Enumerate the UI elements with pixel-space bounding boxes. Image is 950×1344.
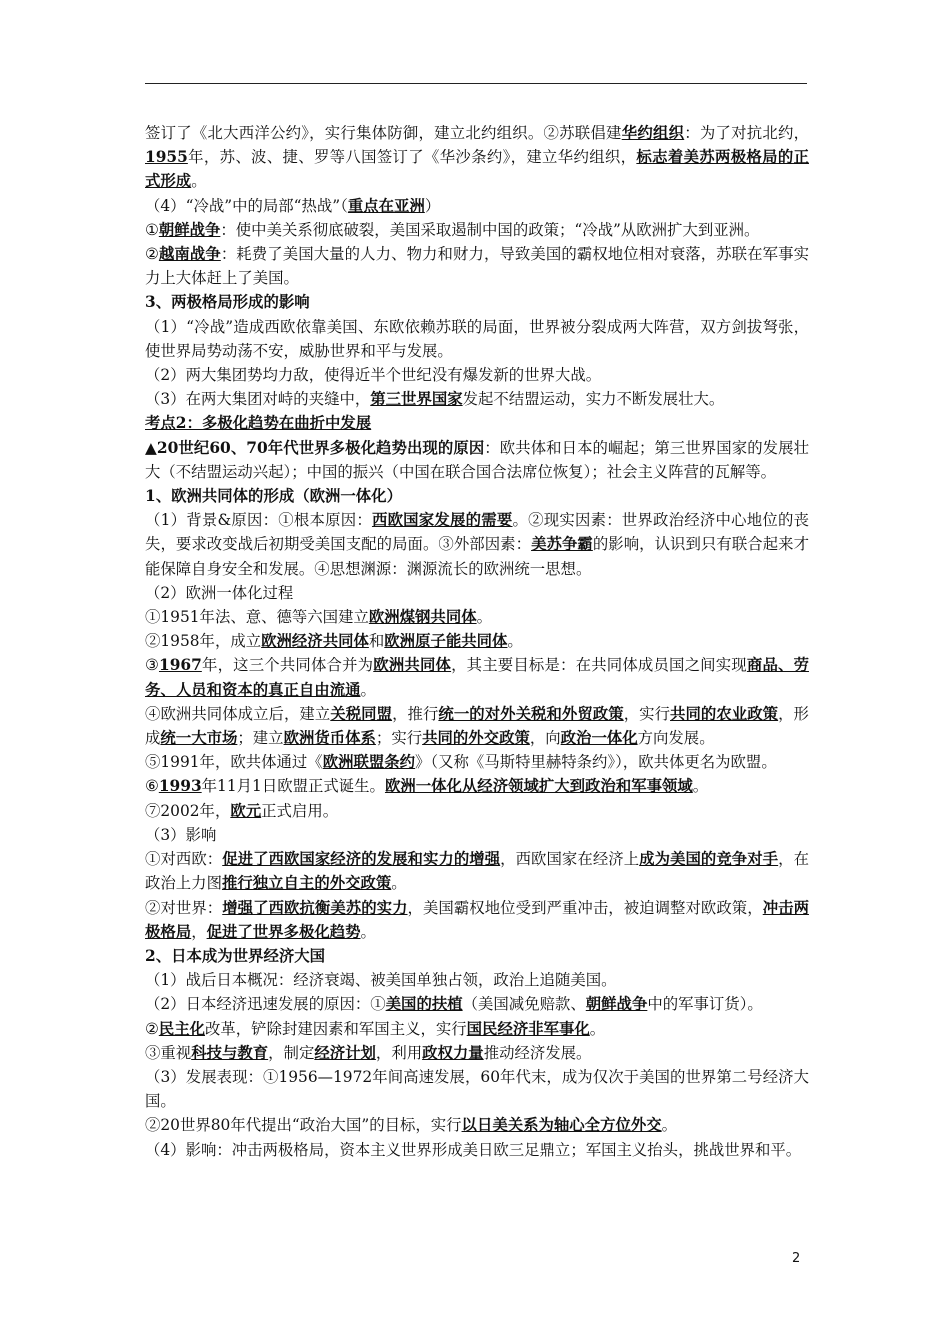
- text-run: 。: [360, 922, 376, 941]
- text-run: （3）在两大集团对峙的夹缝中，: [145, 390, 371, 409]
- key-term: 越南战争: [158, 245, 221, 264]
- paragraph: [145, 896, 809, 944]
- paragraph: [145, 847, 809, 895]
- text-run: （1）“冷战”造成西欧依靠美国、东欧依赖苏联的局面，世界被分裂成两大阵营，双方剑拔弩张，使世界局势动荡不安，威胁世界和平与发展。: [145, 317, 809, 360]
- paragraph: [145, 823, 809, 847]
- text-run: ，: [191, 922, 207, 941]
- text-run: ，制定: [268, 1043, 315, 1062]
- text-run: 。: [360, 680, 376, 699]
- paragraph: [145, 581, 809, 605]
- paragraph: [145, 194, 809, 218]
- text-run: ③: [145, 656, 159, 675]
- text-run: 3、两极格局形成的影响: [145, 293, 310, 312]
- text-run: 方向发展。: [637, 729, 715, 748]
- text-run: ，在政治上力图: [145, 850, 809, 893]
- paragraph: [145, 315, 809, 363]
- text-run: ：使中美关系彻底破裂，美国采取遏制中国的政策；“冷战”从欧洲扩大到亚洲。: [220, 220, 760, 239]
- text-run: 1、欧洲共同体的形成（欧洲一体化）: [145, 487, 402, 506]
- paragraph: [145, 799, 809, 823]
- key-term: 经济计划: [314, 1043, 376, 1062]
- text-run: 推动经济发展。: [483, 1043, 592, 1062]
- text-run: ①对西欧：: [145, 850, 223, 869]
- paragraph: [145, 1113, 809, 1137]
- key-term: 重点在亚洲: [347, 196, 425, 215]
- key-term: 欧洲货币体系: [283, 729, 376, 748]
- text-run: （美国减免赔款、: [462, 995, 586, 1014]
- key-term: 冲击两极格局: [145, 898, 809, 941]
- paragraph: [145, 774, 809, 798]
- document-body: [145, 121, 809, 1162]
- text-run: （4）影响：冲击两极格局，资本主义世界形成美日欧三足鼎立；军国主义抬头，挑战世界和平。: [145, 1140, 802, 1159]
- paragraph: [145, 1041, 809, 1065]
- text-run: ，利用: [375, 1043, 423, 1062]
- text-run: ①: [145, 220, 159, 239]
- key-term: 统一的对外关税和外贸政策: [438, 704, 624, 723]
- text-run: ③重视: [145, 1043, 192, 1062]
- text-run: 。: [191, 172, 207, 191]
- text-run: ；实行: [375, 729, 423, 748]
- text-run: 。: [476, 608, 493, 627]
- paragraph: [145, 508, 809, 581]
- text-run: 和: [368, 632, 385, 651]
- text-run: ，美国霸权地位受到严重冲击，被迫调整对欧政策，: [407, 898, 763, 917]
- text-run: ：为了对抗北约，: [684, 124, 809, 142]
- key-term: 1967: [158, 656, 202, 675]
- key-term: 促进了世界多极化趋势: [206, 922, 361, 941]
- text-run: （2）日本经济迅速发展的原因：①: [145, 995, 386, 1014]
- topic-heading: [145, 411, 809, 435]
- text-run: 2、日本成为世界经济大国: [145, 946, 326, 965]
- text-run: 中的军事订货）。: [647, 995, 763, 1014]
- key-term: 国民经济非军事化: [466, 1019, 590, 1038]
- key-term: 成为美国的竞争对手: [639, 850, 779, 869]
- text-run: ，其主要目标是：在共同体成员国之间实现: [451, 656, 747, 675]
- paragraph: [145, 436, 809, 484]
- section-heading: [145, 944, 809, 968]
- text-run: 年，苏、波、捷、罗等八国签订了《华沙条约》，建立华约组织，: [187, 148, 637, 167]
- text-run: （4）“冷战”中的局部“热战”（: [145, 196, 348, 215]
- text-run: ⑦2002年，: [145, 801, 231, 820]
- text-run: （3）发展表现：①1956—1972年间高速发展，60年代末，成为仅次于美国的世界第二号经济大国。: [145, 1067, 809, 1111]
- text-run: ）: [424, 196, 441, 215]
- key-term: 欧元: [230, 801, 262, 820]
- text-run: （3）影响: [145, 825, 217, 844]
- paragraph: [145, 653, 809, 701]
- text-run: ④欧洲共同体成立后，建立: [145, 704, 331, 723]
- text-run: （1）背景&原因：①根本原因：: [145, 511, 372, 530]
- text-run: （1）战后日本概况：经济衰竭、被美国单独占领，政治上追随美国。: [145, 971, 617, 990]
- text-run: ：欧共体和日本的崛起；第三世界国家的发展壮大（不结盟运动兴起）；中国的振兴（中国在联合国合法席位恢复）；社会主义阵营的瓦解等。: [145, 438, 809, 481]
- paragraph: [145, 992, 809, 1016]
- key-term: 政权力量: [422, 1043, 484, 1062]
- paragraph: [145, 363, 809, 387]
- paragraph: [145, 968, 809, 992]
- text-run: ②对世界：: [145, 898, 223, 917]
- key-term: 欧洲经济共同体: [261, 632, 369, 651]
- text-run: ⑤1991年，欧共体通过《: [145, 753, 323, 772]
- text-run: ①1951年法、意、德等六国建立: [145, 608, 369, 627]
- paragraph: [145, 218, 809, 242]
- key-term: 促进了西欧国家经济的发展和实力的增强: [222, 850, 501, 869]
- text-run: 。②现实因素：世界政治经济中心地位的丧失，要求改变战后初期受美国支配的局面。③外部因素：: [145, 511, 809, 554]
- text-run: 的影响，认识到只有联合起来才能保障自身安全和发展。④思想渊源：渊源流长的欧洲统一思想。: [145, 535, 809, 578]
- text-run: ：耗费了美国大量的人力、物力和财力，导致美国的霸权地位相对衰落，苏联在军事实力上大体赶上了美国。: [145, 245, 809, 288]
- paragraph: [145, 1138, 809, 1162]
- text-run: 改革，铲除封建因素和军国主义，实行: [205, 1019, 467, 1038]
- text-run: ；建立: [237, 729, 284, 748]
- key-term: 欧洲原子能共同体: [384, 632, 508, 651]
- bold-text: ▲20世纪60、70年代世界多极化趋势出现的原因: [145, 438, 485, 457]
- key-term: 科技与教育: [191, 1043, 269, 1062]
- key-term: 1955: [145, 148, 188, 167]
- text-run: 》（又称《马斯特里赫特条约》），欧共体更名为欧盟。: [415, 753, 777, 772]
- section-heading: [145, 290, 809, 314]
- page-number: 2: [792, 1251, 801, 1266]
- key-term: 关税同盟: [330, 704, 393, 723]
- key-term: 欧洲共同体: [373, 656, 452, 675]
- key-term: 朝鲜战争: [158, 220, 221, 239]
- key-term: 朝鲜战争: [585, 995, 648, 1014]
- key-term: 西欧国家发展的需要: [371, 511, 513, 530]
- text-run: ②: [145, 1019, 159, 1038]
- text-run: （2）两大集团势均力敌，使得近半个世纪没有爆发新的世界大战。: [145, 366, 602, 385]
- text-run: 。: [692, 777, 709, 796]
- text-run: 。: [391, 874, 407, 893]
- key-term: 欧洲煤钢共同体: [368, 608, 477, 627]
- text-run: 考点2：多极化趋势在曲折中发展: [145, 414, 372, 433]
- text-run: 。: [661, 1116, 678, 1135]
- key-term: 欧洲一体化从经济领域扩大到政治和军事领域: [384, 777, 693, 796]
- key-term: 1993: [158, 777, 202, 796]
- paragraph: [145, 629, 809, 653]
- text-run: ⑥: [145, 777, 159, 796]
- text-run: 发起不结盟运动，实力不断发展壮大。: [462, 390, 725, 409]
- paragraph: [145, 702, 809, 750]
- key-term: 共同的外交政策: [422, 729, 530, 748]
- header-rule: [145, 83, 807, 84]
- paragraph: [145, 1017, 809, 1041]
- paragraph: [145, 750, 809, 774]
- paragraph: [145, 121, 809, 194]
- key-term: 推行独立自主的外交政策: [221, 874, 392, 893]
- key-term: 政治一体化: [560, 729, 638, 748]
- key-term: 美苏争霸: [531, 535, 593, 554]
- key-term: 第三世界国家: [370, 390, 463, 409]
- text-run: 年，这三个共同体合并为: [201, 656, 374, 675]
- key-term: 标志着美苏两极格局的正式形成: [145, 148, 809, 191]
- text-run: ②20世界80年代提出“政治大国”的目标，实行: [145, 1116, 462, 1135]
- text-run: ，实行: [623, 704, 671, 723]
- paragraph: [145, 242, 809, 290]
- paragraph: [145, 1065, 809, 1113]
- text-run: ②1958年，成立: [145, 632, 262, 651]
- text-run: 正式启用。: [261, 801, 339, 820]
- key-term: 共同的农业政策: [670, 704, 779, 723]
- text-run: ，西欧国家在经济上: [500, 850, 640, 869]
- paragraph: [145, 605, 809, 629]
- text-run: ，向: [529, 729, 561, 748]
- key-term: 商品、劳务、人员和资本的真正自由流通: [145, 656, 809, 699]
- text-run: 年11月1日欧盟正式诞生。: [201, 777, 385, 796]
- text-run: 签订了《北大西洋公约》，实行集体防御，建立北约组织。②苏联倡建: [145, 124, 622, 142]
- text-run: （2）欧洲一体化过程: [145, 583, 294, 602]
- text-run: 。: [589, 1019, 606, 1038]
- key-term: 以日美关系为轴心全方位外交: [461, 1116, 662, 1135]
- key-term: 华约组织: [621, 124, 685, 142]
- key-term: 民主化: [158, 1019, 205, 1038]
- text-run: 。: [507, 632, 523, 651]
- key-term: 增强了西欧抗衡美苏的实力: [222, 898, 408, 917]
- paragraph: [145, 387, 809, 411]
- text-run: ，推行: [392, 704, 439, 723]
- key-term: 统一大市场: [160, 729, 238, 748]
- section-heading: [145, 484, 809, 508]
- key-term: 欧洲联盟条约: [322, 753, 416, 772]
- text-run: ②: [145, 245, 159, 264]
- text-run: ，形成: [145, 704, 809, 748]
- key-term: 美国的扶植: [385, 995, 463, 1014]
